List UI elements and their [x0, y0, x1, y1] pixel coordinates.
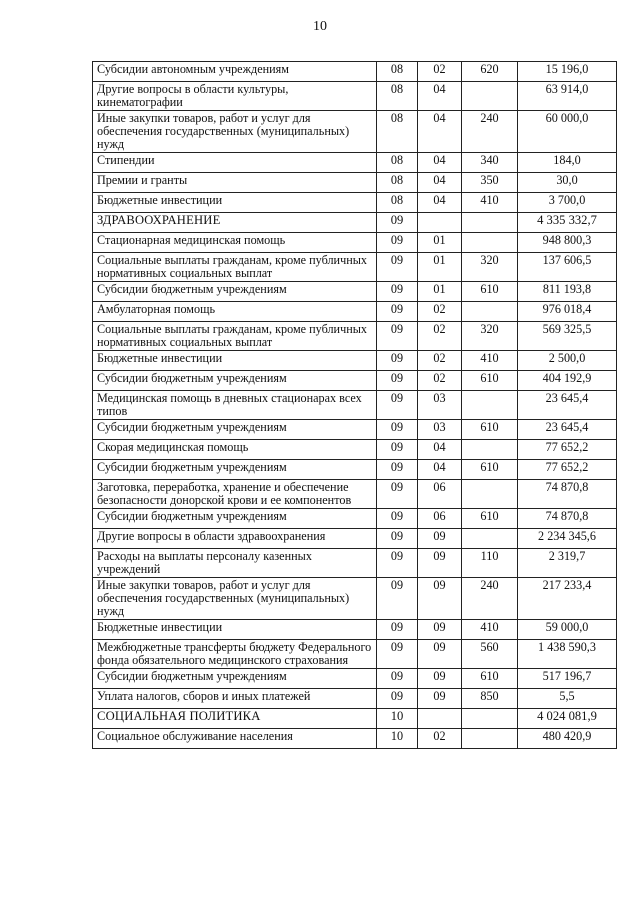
row-name: Субсидии бюджетным учреждениям [93, 460, 377, 480]
table-row [93, 480, 617, 509]
row-expense-type: 560 [462, 640, 518, 669]
row-name: Амбулаторная помощь [93, 302, 377, 322]
budget-table [92, 61, 617, 749]
row-section-code: 09 [377, 322, 418, 351]
table-row [93, 669, 617, 689]
row-amount: 63 914,0 [518, 82, 617, 111]
row-expense-type [462, 82, 518, 111]
row-name: Заготовка, переработка, хранение и обеспечение безопасности донорской крови и ее компонентов [93, 480, 377, 509]
row-name: Другие вопросы в области культуры, кинематографии [93, 82, 377, 111]
row-section-code: 09 [377, 509, 418, 529]
row-subsection-code: 01 [418, 253, 462, 282]
row-amount: 184,0 [518, 153, 617, 173]
row-name: Бюджетные инвестиции [93, 193, 377, 213]
row-section-code: 09 [377, 282, 418, 302]
row-subsection-code: 06 [418, 480, 462, 509]
row-expense-type: 110 [462, 549, 518, 578]
table-row [93, 529, 617, 549]
table-row [93, 173, 617, 193]
row-amount: 60 000,0 [518, 111, 617, 153]
row-subsection-code: 04 [418, 460, 462, 480]
row-expense-type: 610 [462, 371, 518, 391]
row-section-code: 09 [377, 213, 418, 233]
row-name: Премии и гранты [93, 173, 377, 193]
row-subsection-code: 06 [418, 509, 462, 529]
row-name: Социальные выплаты гражданам, кроме публичных нормативных социальных выплат [93, 253, 377, 282]
table-row [93, 620, 617, 640]
row-amount: 23 645,4 [518, 391, 617, 420]
row-amount: 5,5 [518, 689, 617, 709]
row-amount: 23 645,4 [518, 420, 617, 440]
row-section-code: 09 [377, 391, 418, 420]
row-amount: 1 438 590,3 [518, 640, 617, 669]
row-name: Субсидии бюджетным учреждениям [93, 669, 377, 689]
row-expense-type [462, 440, 518, 460]
table-row [93, 689, 617, 709]
row-section-code: 09 [377, 480, 418, 509]
row-expense-type: 610 [462, 420, 518, 440]
row-expense-type [462, 709, 518, 729]
row-name: Другие вопросы в области здравоохранения [93, 529, 377, 549]
row-amount: 30,0 [518, 173, 617, 193]
row-name: Бюджетные инвестиции [93, 620, 377, 640]
row-expense-type: 340 [462, 153, 518, 173]
row-amount: 74 870,8 [518, 509, 617, 529]
row-expense-type [462, 391, 518, 420]
table-row [93, 391, 617, 420]
row-section-code: 08 [377, 111, 418, 153]
row-name: Расходы на выплаты персоналу казенных учреждений [93, 549, 377, 578]
row-section-code: 08 [377, 62, 418, 82]
row-section-code: 09 [377, 233, 418, 253]
row-section-code: 09 [377, 440, 418, 460]
row-name: Межбюджетные трансферты бюджету Федерального фонда обязательного медицинского страхования [93, 640, 377, 669]
row-subsection-code: 02 [418, 302, 462, 322]
row-expense-type: 610 [462, 282, 518, 302]
row-expense-type: 350 [462, 173, 518, 193]
table-row [93, 153, 617, 173]
row-expense-type: 610 [462, 669, 518, 689]
row-subsection-code: 02 [418, 62, 462, 82]
table-row [93, 420, 617, 440]
budget-table-body [93, 62, 617, 749]
table-row [93, 640, 617, 669]
table-row [93, 509, 617, 529]
row-amount: 4 024 081,9 [518, 709, 617, 729]
row-section-code: 10 [377, 709, 418, 729]
row-section-code: 09 [377, 351, 418, 371]
row-name: Стационарная медицинская помощь [93, 233, 377, 253]
table-row [93, 302, 617, 322]
row-subsection-code: 02 [418, 371, 462, 391]
row-section-code: 09 [377, 302, 418, 322]
row-amount: 59 000,0 [518, 620, 617, 640]
row-section-code: 09 [377, 371, 418, 391]
row-section-code: 09 [377, 669, 418, 689]
row-name: ЗДРАВООХРАНЕНИЕ [93, 213, 377, 233]
table-row [93, 460, 617, 480]
row-amount: 15 196,0 [518, 62, 617, 82]
row-expense-type: 320 [462, 253, 518, 282]
table-row [93, 282, 617, 302]
table-row [93, 62, 617, 82]
table-row [93, 193, 617, 213]
row-name: Иные закупки товаров, работ и услуг для обеспечения государственных (муниципальных) нужд [93, 111, 377, 153]
row-name: Субсидии бюджетным учреждениям [93, 420, 377, 440]
row-subsection-code: 02 [418, 729, 462, 749]
row-expense-type: 850 [462, 689, 518, 709]
row-section-code: 09 [377, 420, 418, 440]
row-section-code: 09 [377, 549, 418, 578]
row-subsection-code [418, 213, 462, 233]
row-section-code: 08 [377, 173, 418, 193]
row-name: Субсидии бюджетным учреждениям [93, 371, 377, 391]
table-row [93, 578, 617, 620]
row-name: Бюджетные инвестиции [93, 351, 377, 371]
table-row [93, 371, 617, 391]
table-row [93, 729, 617, 749]
table-row [93, 549, 617, 578]
row-subsection-code: 04 [418, 173, 462, 193]
row-name: Социальное обслуживание населения [93, 729, 377, 749]
row-subsection-code [418, 709, 462, 729]
row-name: Субсидии автономным учреждениям [93, 62, 377, 82]
row-name: СОЦИАЛЬНАЯ ПОЛИТИКА [93, 709, 377, 729]
row-subsection-code: 03 [418, 391, 462, 420]
row-amount: 976 018,4 [518, 302, 617, 322]
row-amount: 404 192,9 [518, 371, 617, 391]
row-expense-type: 610 [462, 509, 518, 529]
row-name: Уплата налогов, сборов и иных платежей [93, 689, 377, 709]
row-subsection-code: 04 [418, 153, 462, 173]
row-expense-type: 320 [462, 322, 518, 351]
row-amount: 811 193,8 [518, 282, 617, 302]
row-amount: 517 196,7 [518, 669, 617, 689]
row-expense-type: 410 [462, 351, 518, 371]
row-amount: 2 500,0 [518, 351, 617, 371]
row-subsection-code: 09 [418, 578, 462, 620]
row-subsection-code: 02 [418, 322, 462, 351]
row-subsection-code: 09 [418, 640, 462, 669]
row-name: Субсидии бюджетным учреждениям [93, 509, 377, 529]
row-name: Медицинская помощь в дневных стационарах всех типов [93, 391, 377, 420]
row-amount: 74 870,8 [518, 480, 617, 509]
table-row [93, 351, 617, 371]
row-name: Субсидии бюджетным учреждениям [93, 282, 377, 302]
row-section-code: 08 [377, 153, 418, 173]
row-amount: 3 700,0 [518, 193, 617, 213]
table-row [93, 111, 617, 153]
row-expense-type: 620 [462, 62, 518, 82]
section-row [93, 213, 617, 233]
row-section-code: 08 [377, 82, 418, 111]
row-expense-type: 410 [462, 620, 518, 640]
row-subsection-code: 03 [418, 420, 462, 440]
section-row [93, 709, 617, 729]
row-amount: 77 652,2 [518, 440, 617, 460]
row-expense-type [462, 480, 518, 509]
row-expense-type: 610 [462, 460, 518, 480]
row-name: Иные закупки товаров, работ и услуг для обеспечения государственных (муниципальных) нужд [93, 578, 377, 620]
row-subsection-code: 09 [418, 529, 462, 549]
row-subsection-code: 09 [418, 549, 462, 578]
row-subsection-code: 04 [418, 193, 462, 213]
row-expense-type [462, 529, 518, 549]
row-section-code: 09 [377, 253, 418, 282]
row-amount: 480 420,9 [518, 729, 617, 749]
row-subsection-code: 09 [418, 689, 462, 709]
table-row [93, 233, 617, 253]
row-expense-type [462, 213, 518, 233]
row-name: Скорая медицинская помощь [93, 440, 377, 460]
row-subsection-code: 02 [418, 351, 462, 371]
row-amount: 2 234 345,6 [518, 529, 617, 549]
row-amount: 948 800,3 [518, 233, 617, 253]
row-section-code: 09 [377, 620, 418, 640]
row-subsection-code: 01 [418, 233, 462, 253]
row-section-code: 09 [377, 529, 418, 549]
row-section-code: 09 [377, 578, 418, 620]
row-amount: 77 652,2 [518, 460, 617, 480]
row-amount: 137 606,5 [518, 253, 617, 282]
row-amount: 4 335 332,7 [518, 213, 617, 233]
row-section-code: 10 [377, 729, 418, 749]
row-expense-type [462, 302, 518, 322]
row-section-code: 08 [377, 193, 418, 213]
row-subsection-code: 09 [418, 620, 462, 640]
row-expense-type: 240 [462, 111, 518, 153]
row-subsection-code: 09 [418, 669, 462, 689]
row-section-code: 09 [377, 640, 418, 669]
row-name: Стипендии [93, 153, 377, 173]
row-subsection-code: 01 [418, 282, 462, 302]
row-name: Социальные выплаты гражданам, кроме публичных нормативных социальных выплат [93, 322, 377, 351]
row-amount: 217 233,4 [518, 578, 617, 620]
row-section-code: 09 [377, 460, 418, 480]
row-section-code: 09 [377, 689, 418, 709]
row-subsection-code: 04 [418, 111, 462, 153]
table-row [93, 253, 617, 282]
table-row [93, 322, 617, 351]
row-expense-type [462, 233, 518, 253]
page-number: 10 [313, 19, 327, 34]
row-expense-type: 240 [462, 578, 518, 620]
table-row [93, 440, 617, 460]
row-subsection-code: 04 [418, 82, 462, 111]
row-amount: 2 319,7 [518, 549, 617, 578]
row-amount: 569 325,5 [518, 322, 617, 351]
row-expense-type [462, 729, 518, 749]
row-subsection-code: 04 [418, 440, 462, 460]
table-row [93, 82, 617, 111]
row-expense-type: 410 [462, 193, 518, 213]
